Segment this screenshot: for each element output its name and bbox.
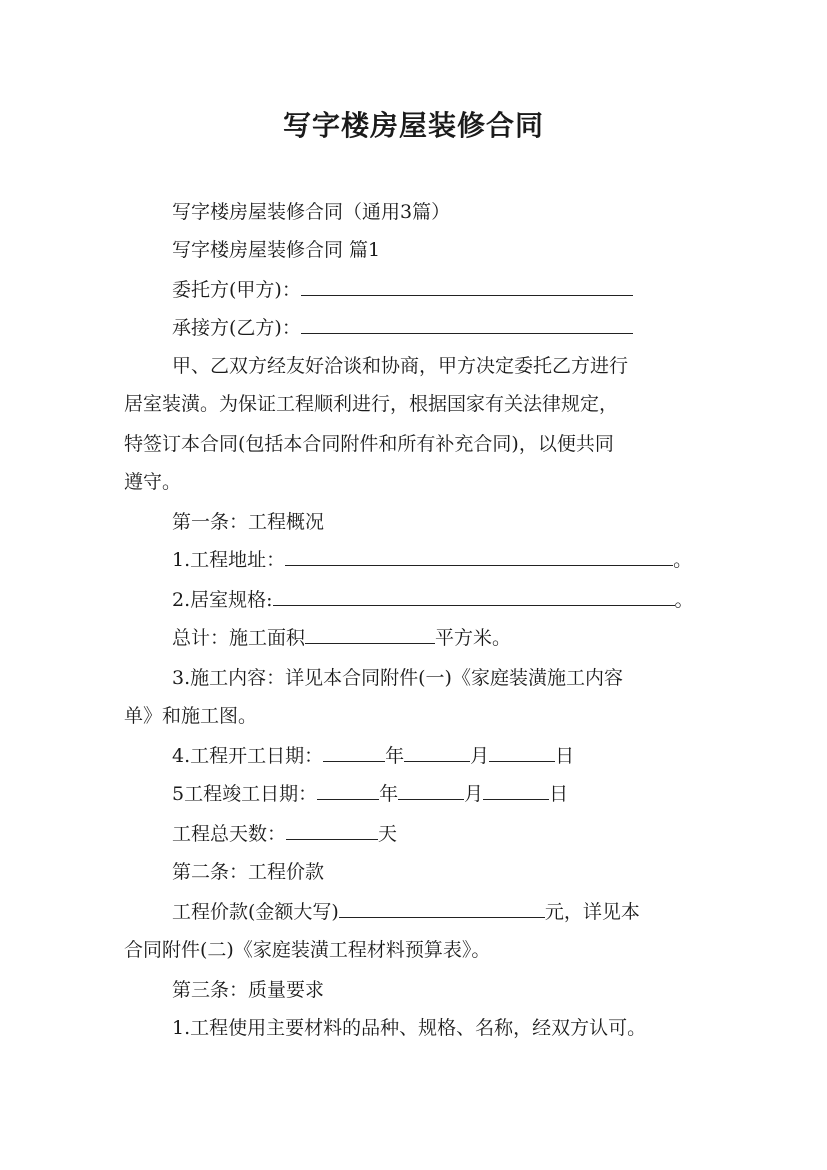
total-unit: 平方米。 [435, 627, 512, 649]
quality-item-1: 1.工程使用主要材料的品种、规格、名称，经双方认可。 [172, 1017, 647, 1039]
document-title: 写字楼房屋装修合同 [282, 109, 544, 142]
start-month-blank [404, 739, 470, 762]
article-3-heading: 第三条：质量要求 [172, 979, 325, 1001]
address-blank [285, 543, 673, 566]
month-label: 月 [470, 745, 490, 767]
total-line [172, 619, 762, 657]
intro-line-4: 遵守。 [124, 471, 182, 493]
spec-blank [273, 583, 675, 606]
item-2-end: 。 [674, 589, 694, 611]
price-blank [339, 895, 545, 918]
intro-line-2: 居室装潢。为保证工程顺利进行，根据国家有关法律规定， [124, 393, 619, 415]
item-4-label: 4.工程开工日期： [172, 745, 324, 767]
area-blank [305, 621, 435, 644]
total-label: 总计：施工面积 [172, 627, 306, 649]
subtitle: 写字楼房屋装修合同（通用3篇） [172, 201, 451, 223]
item-5-label: 5工程竣工日期： [172, 783, 318, 805]
article-2-heading: 第二条：工程价款 [172, 861, 325, 883]
item-3-line-2: 单》和施工图。 [124, 705, 258, 727]
total-days-blank [286, 817, 378, 840]
party-a-line [172, 271, 762, 309]
item-1-line [172, 541, 762, 579]
end-year-blank [317, 777, 379, 800]
intro-line-3: 特签订本合同(包括本合同附件和所有补充合同)，以便共同 [124, 433, 614, 455]
start-year-blank [323, 739, 385, 762]
end-day-blank [483, 777, 549, 800]
part-heading: 写字楼房屋装修合同 篇1 [172, 239, 381, 261]
party-a-label: 委托方(甲方)： [172, 279, 301, 301]
price-line [172, 893, 762, 931]
item-3-line-1: 3.施工内容：详见本合同附件(一)《家庭装潢施工内容 [172, 667, 623, 689]
party-a-blank [301, 273, 633, 296]
item-5-line [172, 775, 762, 813]
article-1-heading: 第一条：工程概况 [172, 511, 325, 533]
price-suffix: 元，详见本 [544, 901, 640, 923]
party-b-label: 承接方(乙方)： [172, 317, 301, 339]
month-label: 月 [464, 783, 484, 805]
item-2-line [172, 581, 762, 619]
year-label: 年 [385, 745, 405, 767]
days-unit: 天 [378, 823, 398, 845]
end-month-blank [398, 777, 464, 800]
price-line-2: 合同附件(二)《家庭装潢工程材料预算表》。 [124, 939, 491, 961]
item-2-label: 2.居室规格: [172, 589, 273, 611]
item-1-label: 1.工程地址： [172, 549, 286, 571]
item-1-end: 。 [673, 549, 693, 571]
total-days-label: 工程总天数： [172, 823, 287, 845]
party-b-line [172, 309, 762, 347]
party-b-blank [301, 311, 633, 334]
total-days-line [172, 815, 762, 853]
year-label: 年 [379, 783, 399, 805]
item-4-line [172, 737, 762, 775]
day-label: 日 [549, 783, 569, 805]
day-label: 日 [555, 745, 575, 767]
start-day-blank [489, 739, 555, 762]
price-label: 工程价款(金额大写) [172, 901, 339, 923]
intro-line-1: 甲、乙双方经友好洽谈和协商，甲方决定委托乙方进行 [172, 355, 629, 377]
